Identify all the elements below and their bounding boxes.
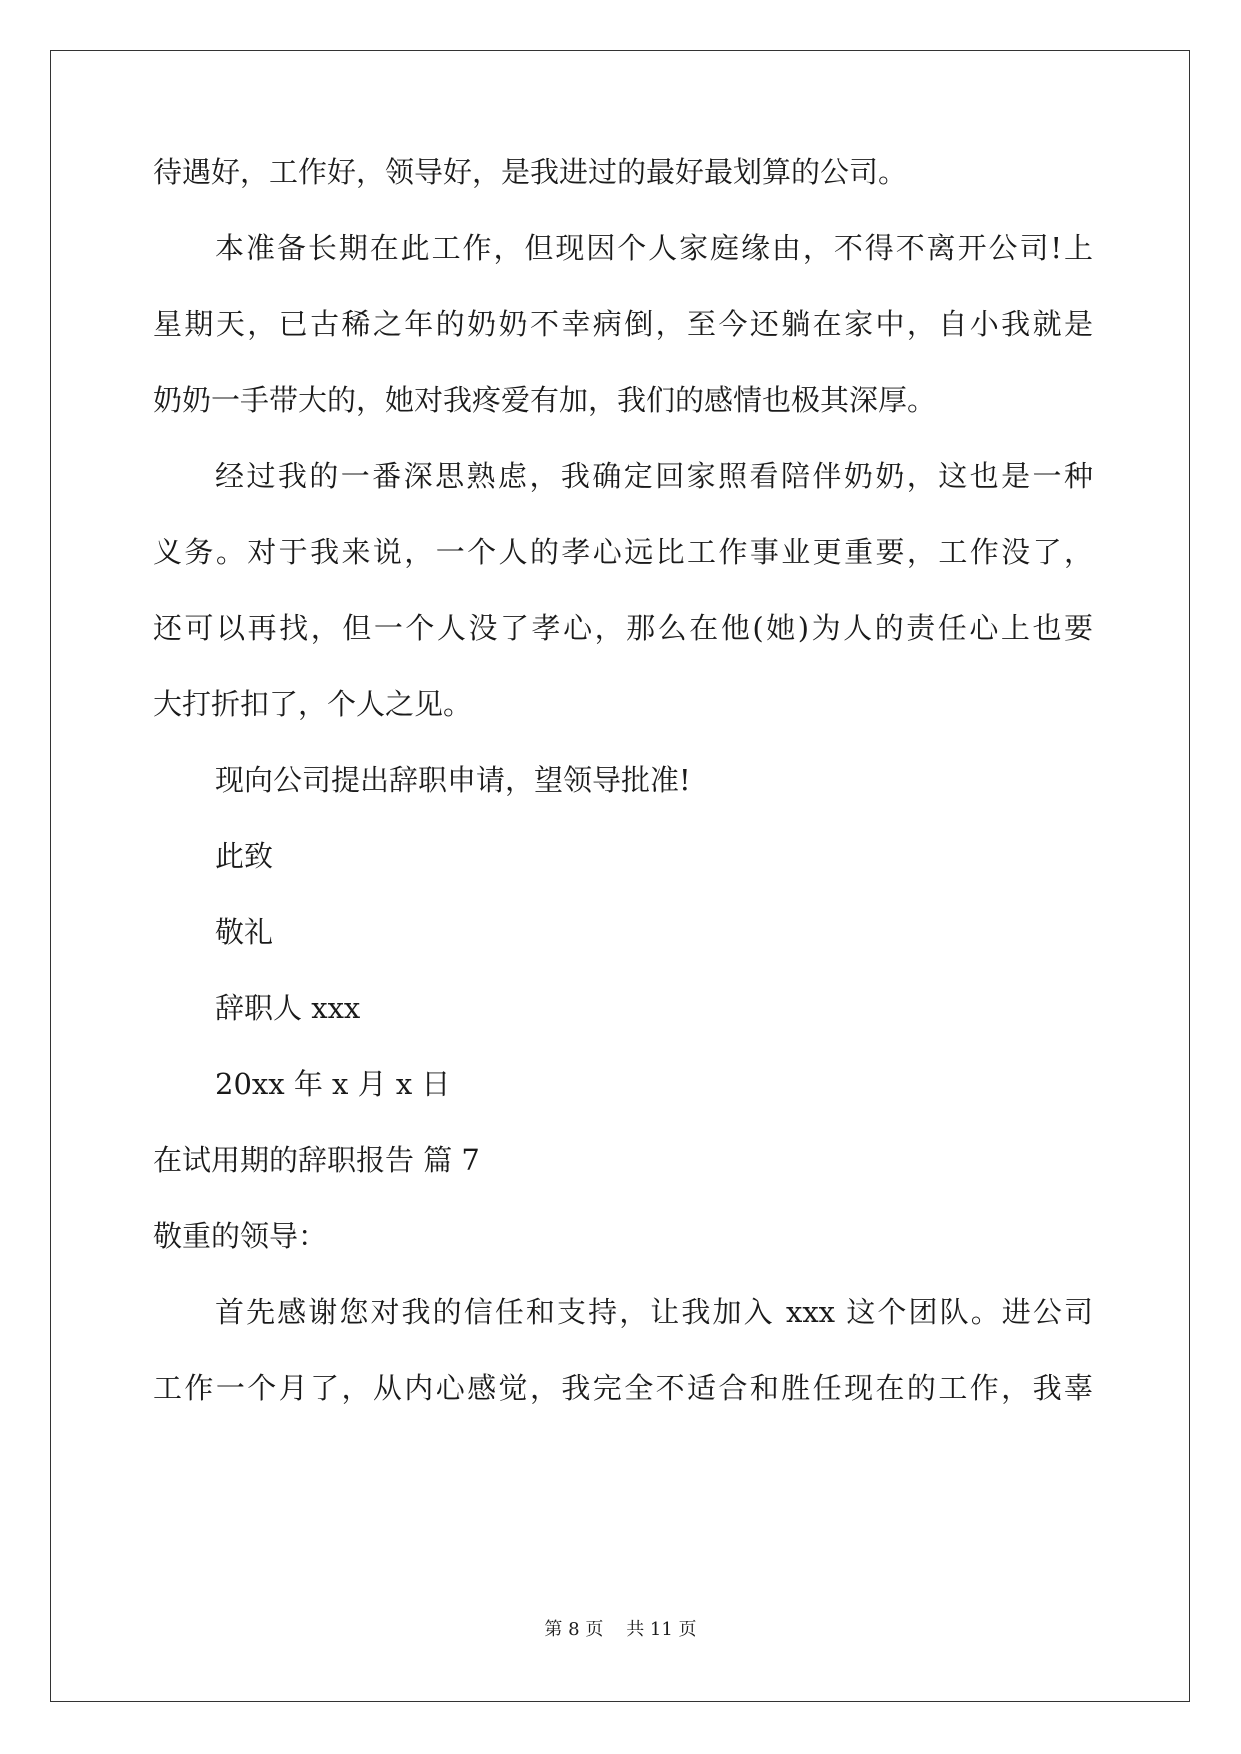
page-number-footer: 第 8 页 共 11 页 (544, 1619, 697, 1640)
text-line-17: 工作一个月了，从内心感觉，我完全不适合和胜任现在的工作，我辜 (153, 1371, 1093, 1405)
page-border (50, 50, 1190, 1702)
text-line-16: 首先感谢您对我的信任和支持，让我加入 xxx 这个团队。进公司 (215, 1295, 1093, 1329)
text-line-9: 现向公司提出辞职申请，望领导批准! (215, 763, 691, 797)
letter-greeting: 敬重的领导： (153, 1219, 328, 1253)
closing-regards: 敬礼 (215, 915, 274, 949)
text-line-4: 奶奶一手带大的，她对我疼爱有加，我们的感情也极其深厚。 (153, 383, 937, 417)
signature-date: 20xx 年 x 月 x 日 (215, 1067, 451, 1101)
text-line-2: 本准备长期在此工作，但现因个人家庭缘由，不得不离开公司!上 (215, 231, 1093, 265)
closing-salutation: 此致 (215, 839, 274, 873)
text-line-1: 待遇好，工作好，领导好，是我进过的最好最划算的公司。 (153, 155, 908, 189)
section-heading: 在试用期的辞职报告 篇 7 (153, 1143, 480, 1177)
text-line-3: 星期天，已古稀之年的奶奶不幸病倒，至今还躺在家中，自小我就是 (153, 307, 1093, 341)
text-line-5: 经过我的一番深思熟虑，我确定回家照看陪伴奶奶，这也是一种 (215, 459, 1093, 493)
text-line-6: 义务。对于我来说，一个人的孝心远比工作事业更重要，工作没了， (153, 535, 1093, 569)
text-line-8: 大打折扣了，个人之见。 (153, 687, 473, 721)
text-line-7: 还可以再找，但一个人没了孝心，那么在他(她)为人的责任心上也要 (153, 611, 1093, 645)
signature-name: 辞职人 xxx (215, 991, 361, 1025)
